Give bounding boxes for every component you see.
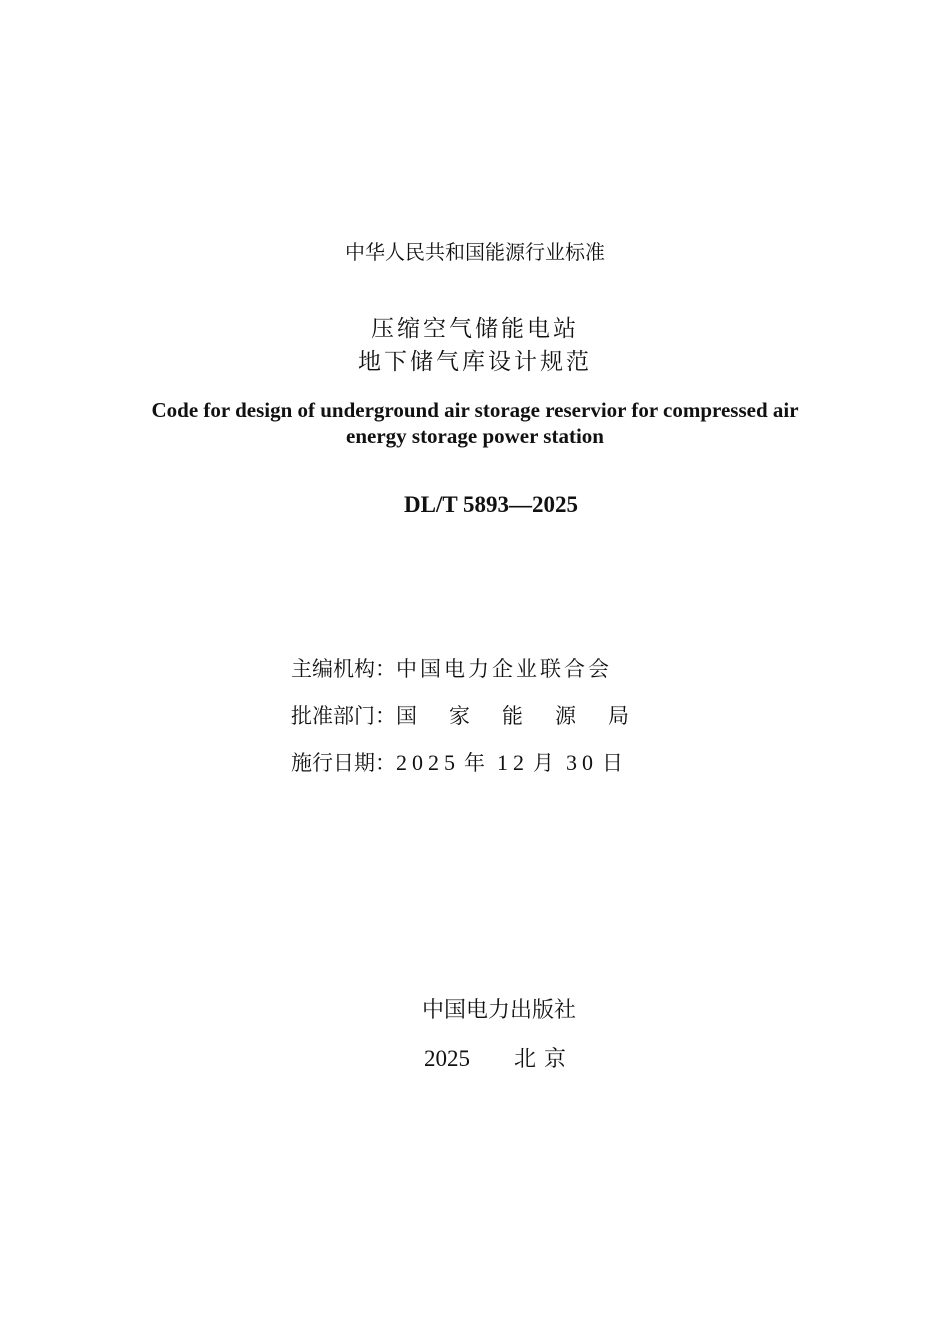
date-year-unit: 年 (464, 751, 485, 775)
effective-date-value (396, 747, 623, 777)
title-chinese-line-2: 地下储气库设计规范 (358, 349, 592, 375)
title-english-line-2: energy storage power station (346, 424, 604, 448)
standard-category: 中华人民共和国能源行业标准 (345, 240, 605, 264)
approver-row (291, 700, 629, 730)
title-chinese-line-1: 压缩空气储能电站 (371, 316, 579, 342)
approver-label: 批准部门： (291, 704, 396, 728)
approver-char: 局 (608, 704, 629, 728)
approver-char: 源 (555, 704, 576, 728)
editor-value: 中国电力企业联合会 (396, 657, 612, 681)
standard-number: DL/T 5893—2025 (404, 492, 579, 517)
editor-label: 主编机构： (291, 657, 396, 681)
effective-date-row (291, 747, 623, 777)
editor-row (291, 653, 612, 683)
date-day-unit: 日 (602, 751, 623, 775)
publication-city: 北京 (514, 1047, 575, 1072)
date-year: 2025 (396, 750, 460, 775)
approver-char: 国 (396, 704, 417, 728)
approver-value (396, 700, 629, 730)
approver-char: 家 (449, 704, 470, 728)
effective-date-label: 施行日期： (291, 751, 396, 775)
date-month-unit: 月 (533, 751, 554, 775)
publication-year: 2025 (424, 1046, 470, 1071)
publication-info (424, 1042, 574, 1073)
approver-char: 能 (502, 704, 523, 728)
publisher-name: 中国电力出版社 (422, 998, 577, 1023)
title-english-line-1: Code for design of underground air storage reservior for compressed air (151, 398, 799, 422)
date-day: 30 (566, 750, 598, 775)
date-month: 12 (497, 750, 529, 775)
